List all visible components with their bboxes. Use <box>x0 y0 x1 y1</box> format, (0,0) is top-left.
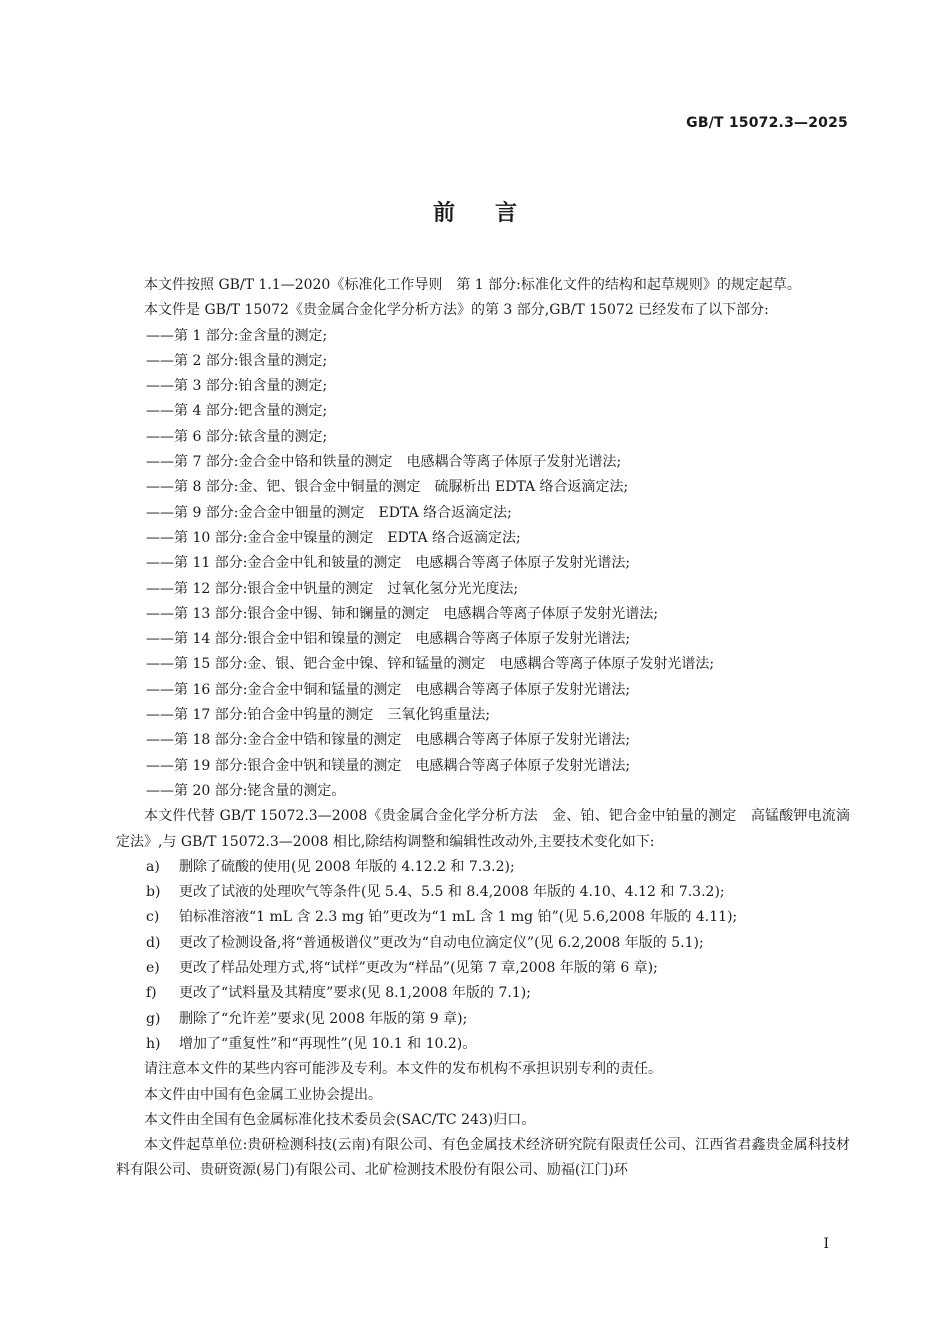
list-text: 增加了“重复性”和“再现性”(见 10.1 和 10.2)。 <box>179 1035 477 1052</box>
list-item <box>116 905 850 930</box>
list-text: 删除了“允许差”要求(见 2008 年版的第 9 章); <box>179 1010 468 1027</box>
paragraph-replacement: 本文件代替 GB/T 15072.3—2008《贵金属合金化学分析方法 金、铂、钯合金中铂量的测定 高锰酸钾电流滴定法》,与 GB/T 15072.3—2008 相比,除结构调整和编辑性改动外,主要技术变化如下: <box>116 808 850 850</box>
list-text: 删除了硫酸的使用(见 2008 年版的 4.12.2 和 7.3.2); <box>179 858 515 875</box>
list-item: ——第 9 部分:金合金中钿量的测定 EDTA 络合返滴定法; <box>146 504 512 521</box>
list-item: ——第 12 部分:银合金中钒量的测定 过氧化氢分光光度法; <box>146 580 519 597</box>
list-label: e) <box>146 960 160 977</box>
list-item: ——第 4 部分:钯含量的测定; <box>146 403 328 420</box>
list-label: a) <box>146 858 160 875</box>
list-text: 铂标准溶液“1 mL 含 2.3 mg 铂”更改为“1 mL 含 1 mg 铂”(见 5.6,2008 年版的 4.11); <box>179 909 738 926</box>
list-item <box>116 880 850 905</box>
parts-list <box>116 324 850 805</box>
list-item: ——第 6 部分:铱含量的测定; <box>146 428 328 445</box>
changes-list <box>116 855 850 1057</box>
list-text: 更改了“试料量及其精度”要求(见 8.1,2008 年版的 7.1); <box>179 985 531 1002</box>
list-item: ——第 11 部分:金合金中钆和铍量的测定 电感耦合等离子体原子发射光谱法; <box>146 555 631 572</box>
list-item: ——第 17 部分:铂合金中钨量的测定 三氧化钨重量法; <box>146 707 491 724</box>
list-item: ——第 8 部分:金、钯、银合金中铜量的测定 硫脲析出 EDTA 络合返滴定法; <box>146 479 629 496</box>
standard-code: GB/T 15072.3—2025 <box>686 115 848 131</box>
list-item: ——第 20 部分:铑含量的测定。 <box>146 782 346 799</box>
list-item <box>116 1032 850 1057</box>
list-item: ——第 2 部分:银含量的测定; <box>146 352 328 369</box>
list-label: d) <box>146 934 161 951</box>
foreword-body <box>116 273 850 1184</box>
paragraph-patent-notice: 请注意本文件的某些内容可能涉及专利。本文件的发布机构不承担识别专利的责任。 <box>144 1061 662 1078</box>
paragraph-committee: 本文件由全国有色金属标准化技术委员会(SAC/TC 243)归口。 <box>144 1111 536 1128</box>
list-item: ——第 10 部分:金合金中镍量的测定 EDTA 络合返滴定法; <box>146 529 521 546</box>
list-label: f) <box>146 985 157 1002</box>
list-item: ——第 16 部分:金合金中铜和锰量的测定 电感耦合等离子体原子发射光谱法; <box>146 681 631 698</box>
paragraph-drafting-rules: 本文件按照 GB/T 1.1—2020《标准化工作导则 第 1 部分:标准化文件的结构和起草规则》的规定起草。 <box>144 277 801 293</box>
list-item: ——第 18 部分:金合金中锆和镓量的测定 电感耦合等离子体原子发射光谱法; <box>146 732 631 749</box>
list-item <box>116 981 850 1006</box>
list-item <box>116 1007 850 1032</box>
list-text: 更改了检测设备,将“普通极谱仪”更改为“自动电位滴定仪”(见 6.2,2008 年版的 5.1); <box>179 934 704 951</box>
list-item <box>116 855 850 880</box>
list-text: 更改了试液的处理吹气等条件(见 5.4、5.5 和 8.4,2008 年版的 4.10、4.12 和 7.3.2); <box>179 884 725 901</box>
list-item: ——第 19 部分:银合金中钒和镁量的测定 电感耦合等离子体原子发射光谱法; <box>146 757 631 774</box>
list-label: c) <box>146 909 160 926</box>
paragraph-series-intro: 本文件是 GB/T 15072《贵金属合金化学分析方法》的第 3 部分,GB/T 15072 已经发布了以下部分: <box>144 302 769 319</box>
page-number: I <box>823 1236 829 1252</box>
list-label: h) <box>146 1035 161 1052</box>
page-title: 前言 <box>432 201 557 226</box>
paragraph-drafting-units: 本文件起草单位:贵研检测科技(云南)有限公司、有色金属技术经济研究院有限责任公司、江西省君鑫贵金属科技材料有限公司、贵研资源(易门)有限公司、北矿检测技术股份有限公司、励福(江门)环 <box>116 1137 850 1179</box>
list-item: ——第 1 部分:金含量的测定; <box>146 327 328 344</box>
paragraph-proposer: 本文件由中国有色金属工业协会提出。 <box>144 1086 382 1103</box>
list-label: g) <box>146 1010 161 1027</box>
list-label: b) <box>146 884 161 901</box>
list-item <box>116 931 850 956</box>
list-text: 更改了样品处理方式,将“试样”更改为“样品”(见第 7 章,2008 年版的第 6 章); <box>179 960 658 977</box>
list-item <box>116 956 850 981</box>
list-item: ——第 14 部分:银合金中铝和镍量的测定 电感耦合等离子体原子发射光谱法; <box>146 631 631 648</box>
list-item: ——第 13 部分:银合金中锡、铈和镧量的测定 电感耦合等离子体原子发射光谱法; <box>146 605 659 622</box>
list-item: ——第 3 部分:铂含量的测定; <box>146 378 328 395</box>
list-item: ——第 15 部分:金、银、钯合金中镍、锌和锰量的测定 电感耦合等离子体原子发射光谱法; <box>146 656 715 673</box>
list-item: ——第 7 部分:金合金中铬和铁量的测定 电感耦合等离子体原子发射光谱法; <box>146 454 622 471</box>
